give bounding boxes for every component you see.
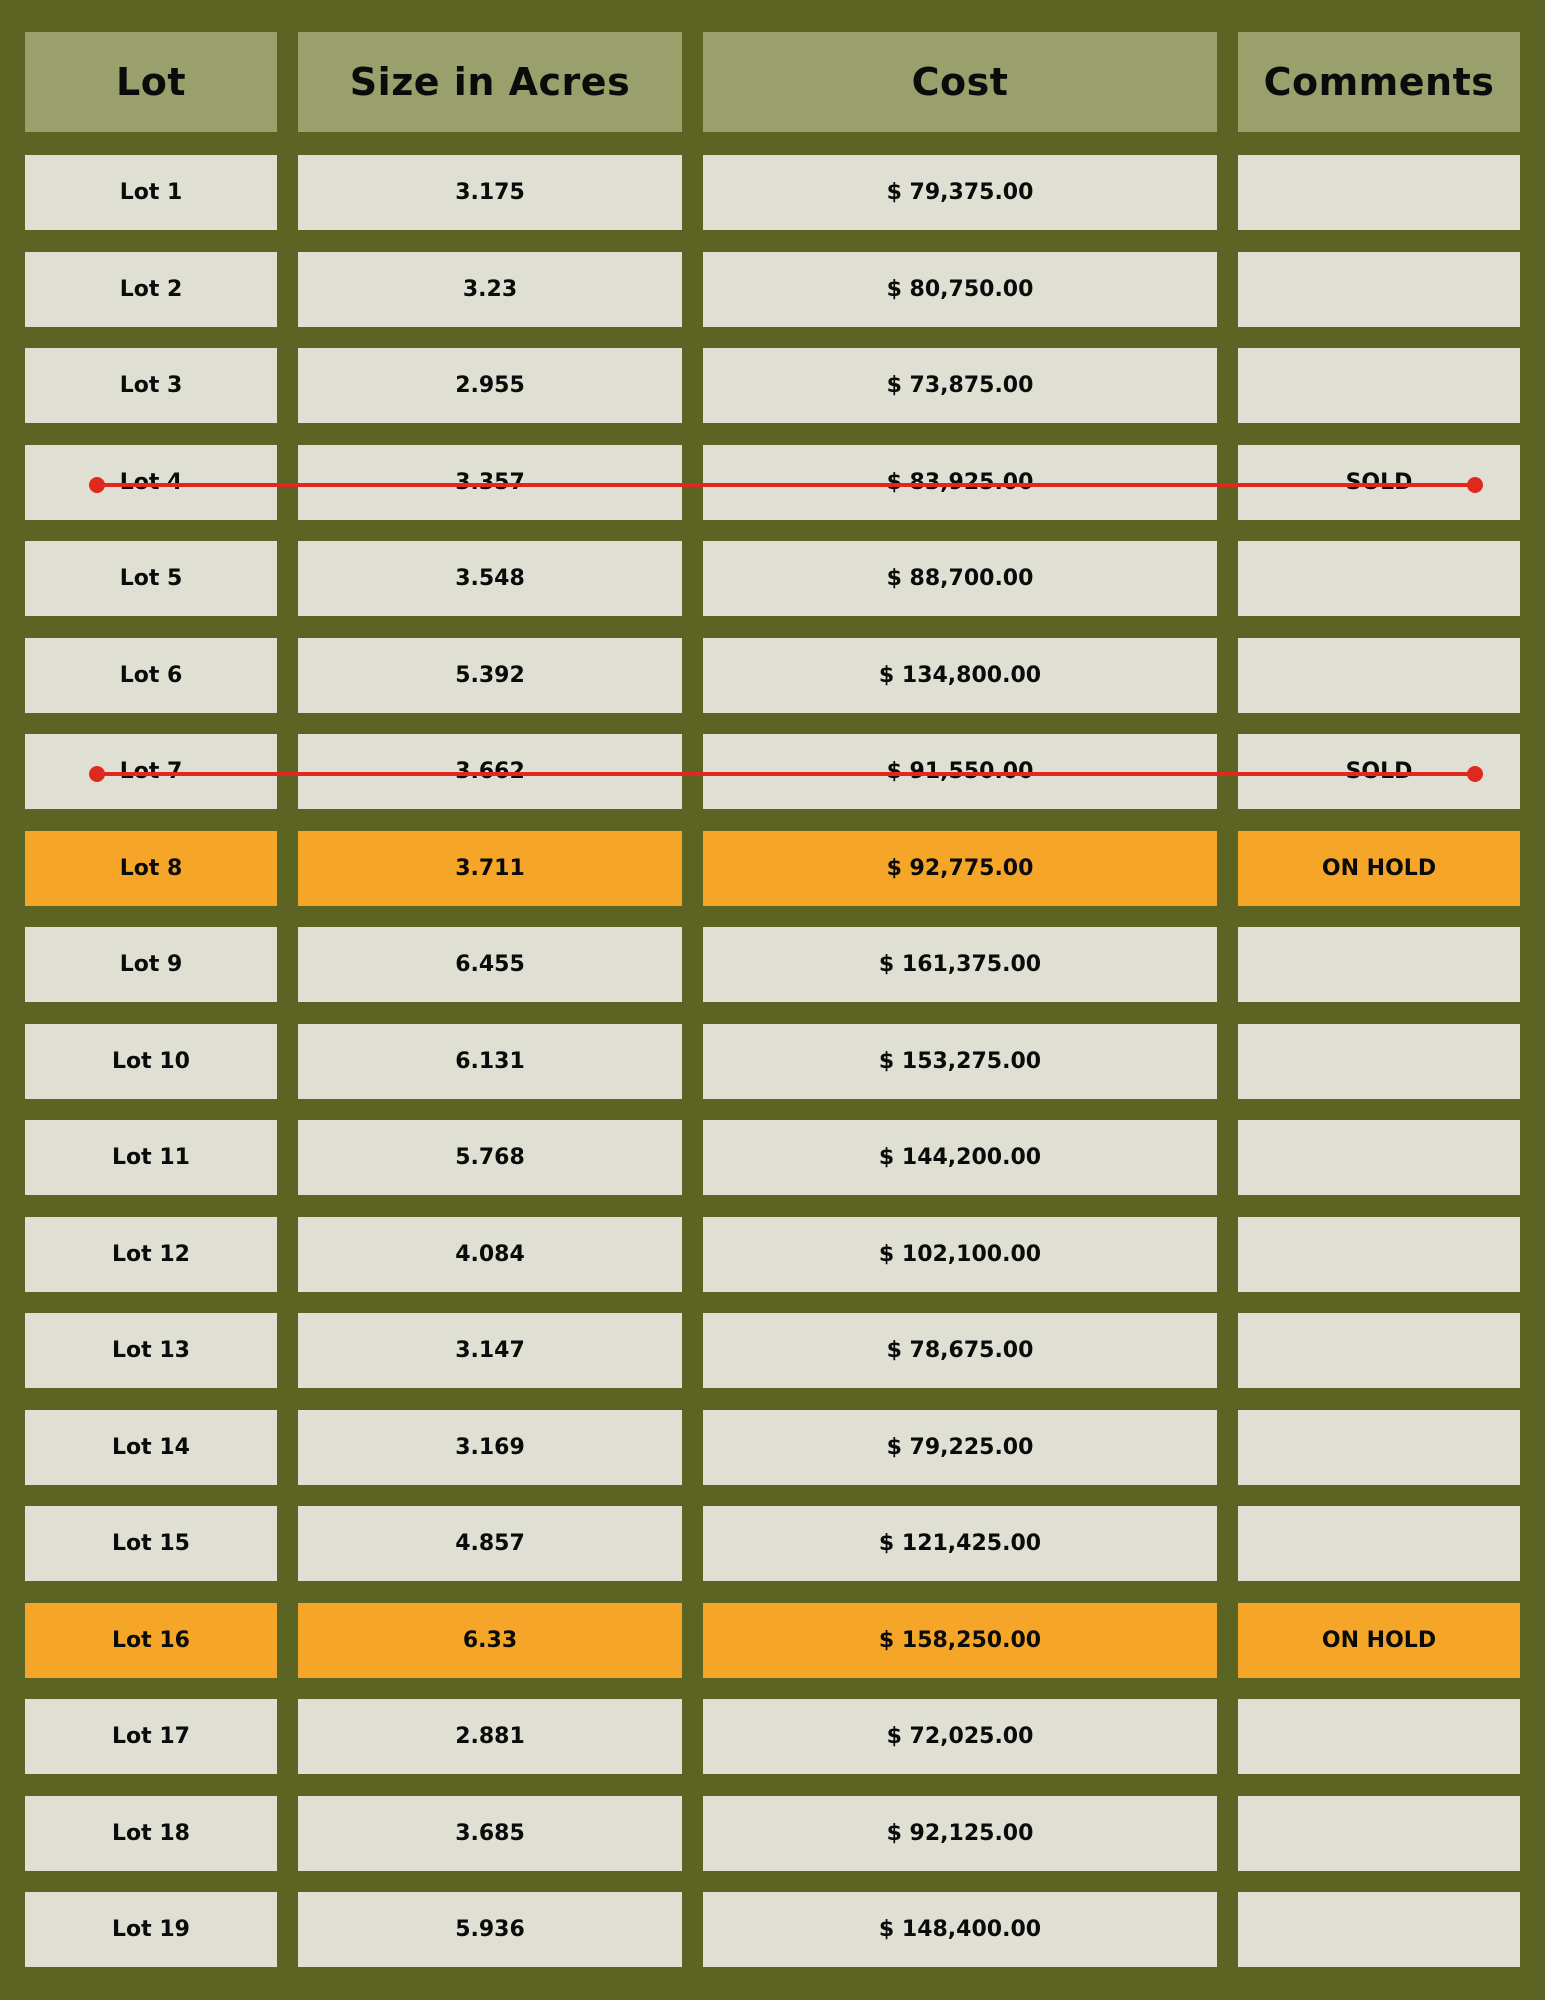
cost-cell: $ 158,250.00 — [703, 1603, 1217, 1678]
comment-cell — [1238, 1024, 1520, 1099]
header-size-in-acres: Size in Acres — [298, 32, 682, 132]
lot-cell: Lot 16 — [25, 1603, 277, 1678]
size-cell: 5.392 — [298, 638, 682, 713]
cost-cell: $ 73,875.00 — [703, 348, 1217, 423]
size-cell: 3.147 — [298, 1313, 682, 1388]
size-cell: 3.23 — [298, 252, 682, 327]
size-cell: 3.548 — [298, 541, 682, 616]
comment-cell: ON HOLD — [1238, 831, 1520, 906]
size-cell: 3.169 — [298, 1410, 682, 1485]
size-cell: 5.936 — [298, 1892, 682, 1967]
cost-cell: $ 88,700.00 — [703, 541, 1217, 616]
size-cell: 4.857 — [298, 1506, 682, 1581]
lot-cell: Lot 19 — [25, 1892, 277, 1967]
comment-cell — [1238, 1120, 1520, 1195]
lot-cell: Lot 1 — [25, 155, 277, 230]
cost-cell: $ 148,400.00 — [703, 1892, 1217, 1967]
lot-cell: Lot 13 — [25, 1313, 277, 1388]
cost-cell: $ 72,025.00 — [703, 1699, 1217, 1774]
lot-cell: Lot 8 — [25, 831, 277, 906]
lot-cell: Lot 14 — [25, 1410, 277, 1485]
comment-cell — [1238, 541, 1520, 616]
header-lot: Lot — [25, 32, 277, 132]
size-cell: 4.084 — [298, 1217, 682, 1292]
lot-cell: Lot 18 — [25, 1796, 277, 1871]
comment-cell — [1238, 1410, 1520, 1485]
cost-cell: $ 80,750.00 — [703, 252, 1217, 327]
size-cell: 3.175 — [298, 155, 682, 230]
cost-cell: $ 79,375.00 — [703, 155, 1217, 230]
cost-cell: $ 153,275.00 — [703, 1024, 1217, 1099]
cost-cell: $ 92,775.00 — [703, 831, 1217, 906]
strike-end-dot — [1467, 766, 1483, 782]
size-cell: 2.955 — [298, 348, 682, 423]
lot-cell: Lot 6 — [25, 638, 277, 713]
lot-cell: Lot 15 — [25, 1506, 277, 1581]
comment-cell — [1238, 638, 1520, 713]
lot-cell: Lot 10 — [25, 1024, 277, 1099]
comment-cell — [1238, 348, 1520, 423]
cost-cell: $ 134,800.00 — [703, 638, 1217, 713]
size-cell: 6.131 — [298, 1024, 682, 1099]
lot-cell: Lot 3 — [25, 348, 277, 423]
lot-cell: Lot 2 — [25, 252, 277, 327]
comment-cell — [1238, 1699, 1520, 1774]
size-cell: 6.33 — [298, 1603, 682, 1678]
lot-cell: Lot 17 — [25, 1699, 277, 1774]
cost-cell: $ 78,675.00 — [703, 1313, 1217, 1388]
lot-cell: Lot 9 — [25, 927, 277, 1002]
cost-cell: $ 161,375.00 — [703, 927, 1217, 1002]
cost-cell: $ 92,125.00 — [703, 1796, 1217, 1871]
strike-end-dot — [1467, 477, 1483, 493]
strike-start-dot — [89, 766, 105, 782]
lot-cell: Lot 12 — [25, 1217, 277, 1292]
comment-cell — [1238, 1506, 1520, 1581]
comment-cell — [1238, 927, 1520, 1002]
comment-cell — [1238, 1892, 1520, 1967]
size-cell: 2.881 — [298, 1699, 682, 1774]
comment-cell — [1238, 1217, 1520, 1292]
comment-cell — [1238, 1796, 1520, 1871]
comment-cell — [1238, 1313, 1520, 1388]
cost-cell: $ 121,425.00 — [703, 1506, 1217, 1581]
cost-cell: $ 102,100.00 — [703, 1217, 1217, 1292]
header-comments: Comments — [1238, 32, 1520, 132]
header-cost: Cost — [703, 32, 1217, 132]
lot-cell: Lot 11 — [25, 1120, 277, 1195]
strike-start-dot — [89, 477, 105, 493]
size-cell: 6.455 — [298, 927, 682, 1002]
sold-strikethrough-line — [97, 772, 1475, 776]
size-cell: 3.685 — [298, 1796, 682, 1871]
sold-strikethrough-line — [97, 483, 1475, 487]
comment-cell — [1238, 252, 1520, 327]
cost-cell: $ 144,200.00 — [703, 1120, 1217, 1195]
size-cell: 3.711 — [298, 831, 682, 906]
size-cell: 5.768 — [298, 1120, 682, 1195]
cost-cell: $ 79,225.00 — [703, 1410, 1217, 1485]
comment-cell: ON HOLD — [1238, 1603, 1520, 1678]
lot-cell: Lot 5 — [25, 541, 277, 616]
comment-cell — [1238, 155, 1520, 230]
